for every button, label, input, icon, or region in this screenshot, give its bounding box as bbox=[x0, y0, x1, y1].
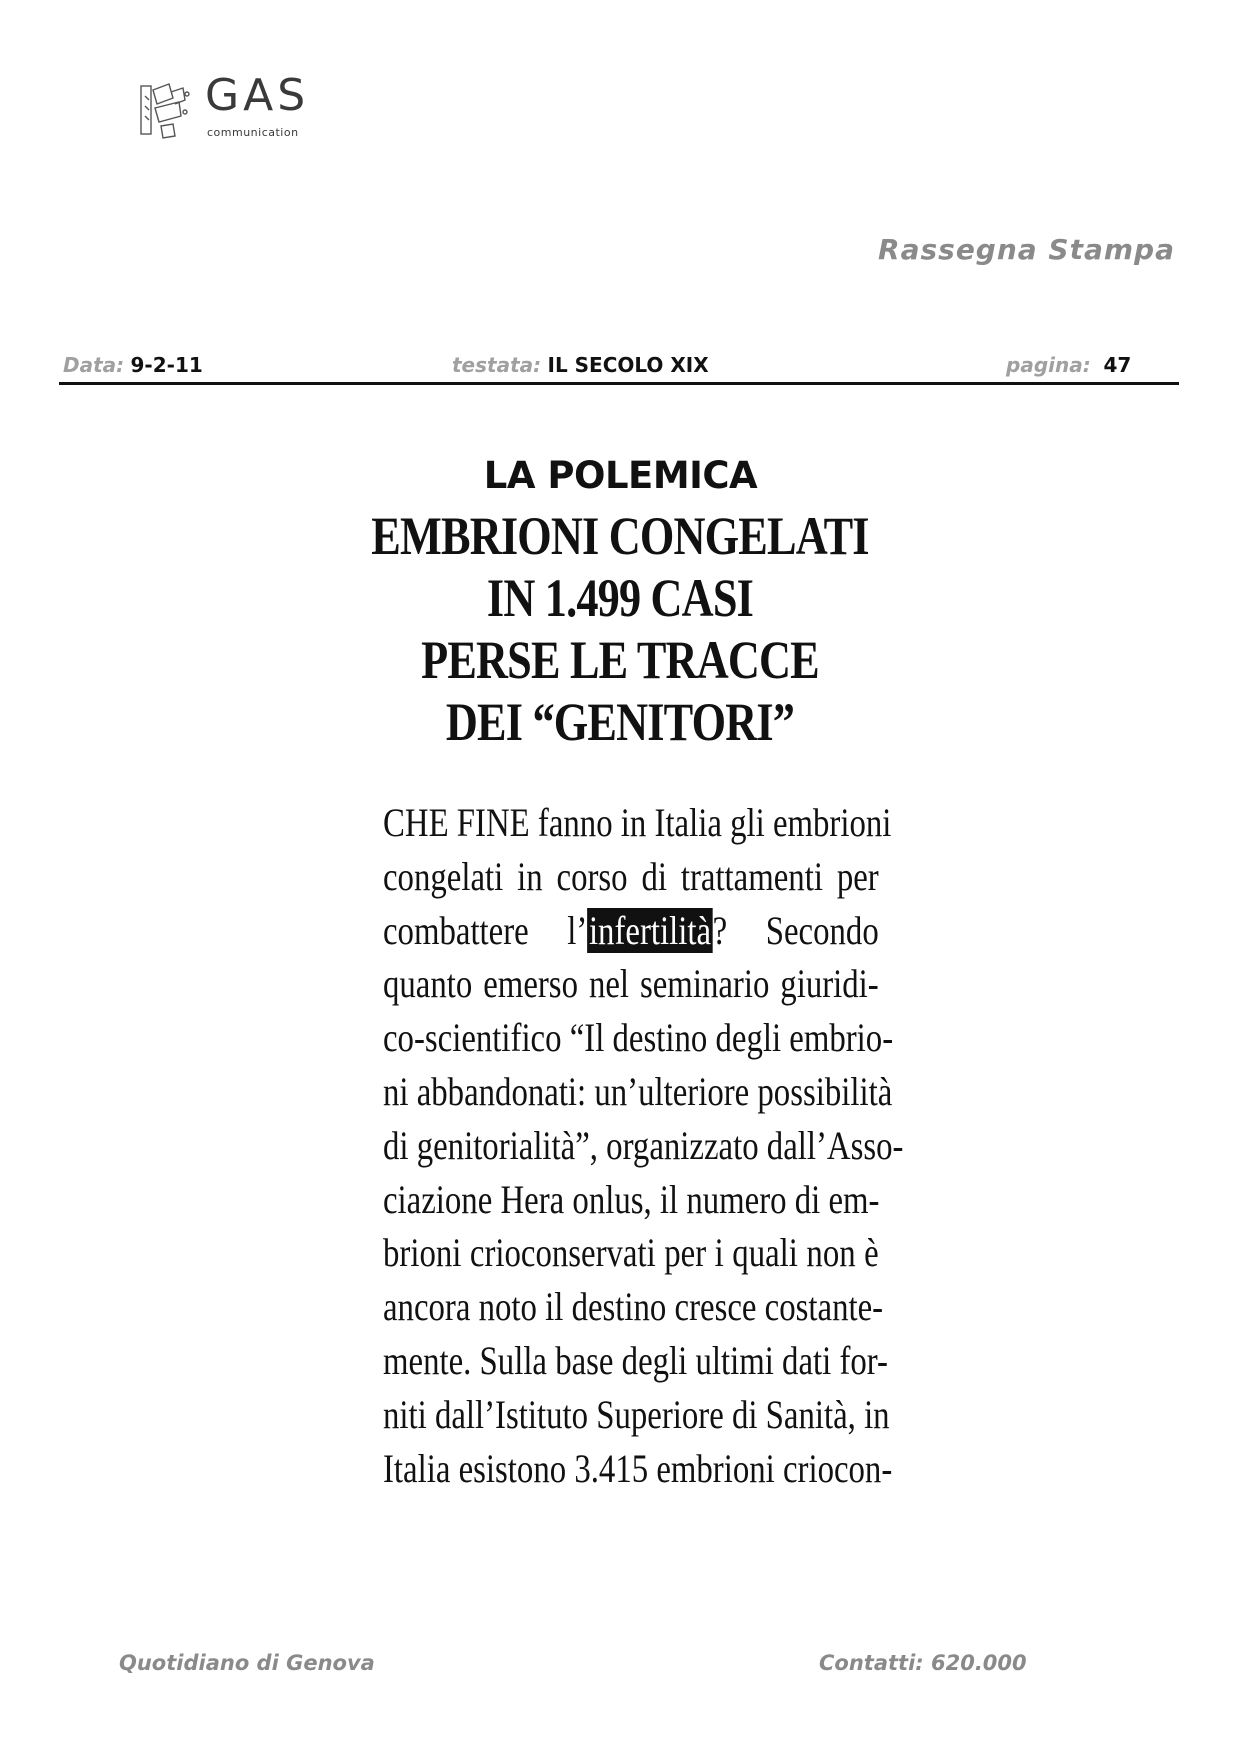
gas-logo-text: GAS bbox=[205, 70, 310, 121]
gas-logo-mark-icon bbox=[139, 82, 199, 140]
body-line: Italia esistono 3.415 embrioni criocon- bbox=[383, 1445, 893, 1491]
pagina-value: 47 bbox=[1103, 353, 1132, 377]
body-line: ni abbandonati: un’ulteriore possibilità bbox=[383, 1068, 893, 1114]
meta-testata bbox=[452, 353, 709, 377]
pagina-label: pagina: bbox=[1006, 353, 1091, 377]
body-line: co-scientifico “Il destino degli embrio- bbox=[383, 1015, 894, 1061]
body-line-text: combattere l’ bbox=[383, 907, 588, 953]
rassegna-stampa-title: Rassegna Stampa bbox=[878, 233, 1175, 266]
headline-line: IN 1.499 CASI bbox=[486, 568, 754, 628]
body-line: congelati in corso di trattamenti per bbox=[383, 853, 879, 899]
headline-line: DEI “GENITORI” bbox=[445, 692, 795, 752]
body-line-text: ? Secondo bbox=[712, 907, 879, 953]
article-headline bbox=[358, 505, 883, 753]
article-body bbox=[383, 796, 904, 1495]
body-line: ancora noto il destino cresce costante- bbox=[383, 1284, 884, 1330]
article-kicker: LA POLEMICA bbox=[483, 454, 758, 497]
footer-contacts: Contatti: 620.000 bbox=[819, 1651, 1027, 1675]
gas-logo-subtitle: communication bbox=[207, 126, 299, 139]
meta-pagina bbox=[1006, 353, 1131, 377]
body-line: ciazione Hera onlus, il numero di em- bbox=[383, 1176, 880, 1222]
testata-value: IL SECOLO XIX bbox=[547, 353, 709, 377]
highlighted-term: infertilità bbox=[588, 907, 712, 953]
testata-label: testata: bbox=[452, 353, 542, 377]
body-line: di genitorialità”, organizzato dall’Asso- bbox=[383, 1122, 904, 1168]
data-value: 9-2-11 bbox=[130, 353, 203, 377]
footer-newspaper: Quotidiano di Genova bbox=[119, 1651, 375, 1675]
body-line: mente. Sulla base degli ultimi dati for- bbox=[383, 1337, 888, 1383]
body-line bbox=[383, 904, 879, 958]
data-label: Data: bbox=[63, 353, 125, 377]
meta-data bbox=[63, 353, 203, 377]
meta-row bbox=[60, 353, 1178, 383]
header-divider bbox=[59, 382, 1179, 385]
headline-line: PERSE LE TRACCE bbox=[421, 630, 819, 690]
headline-line: EMBRIONI CONGELATI bbox=[371, 506, 869, 566]
body-line: niti dall’Istituto Superiore di Sanità, in bbox=[383, 1391, 890, 1437]
body-line: brioni crioconservati per i quali non è bbox=[383, 1230, 879, 1276]
gas-logo bbox=[139, 70, 339, 142]
body-line: quanto emerso nel seminario giuridi- bbox=[383, 961, 879, 1007]
body-line: CHE FINE fanno in Italia gli embrioni bbox=[383, 800, 892, 845]
